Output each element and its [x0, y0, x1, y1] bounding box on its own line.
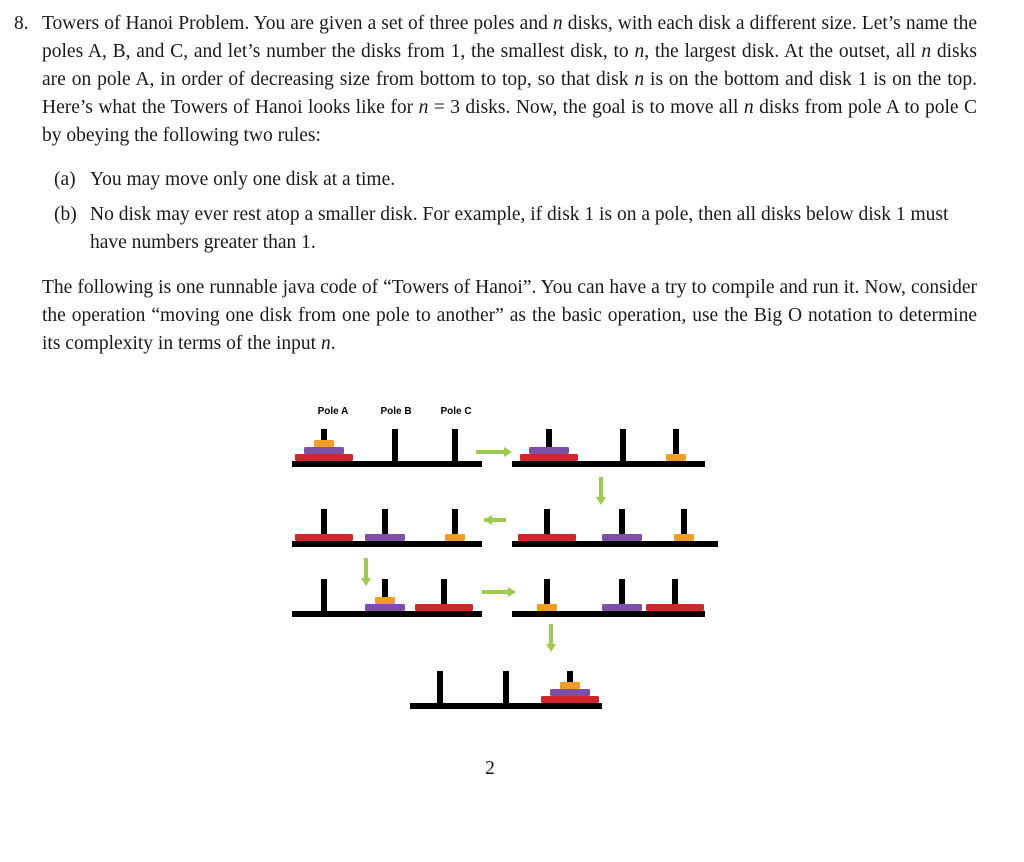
disk-2 — [602, 604, 642, 611]
intro-text: is on the bottom and disk 1 is on the top. Here’s what the Towers of Hanoi looks like for — [42, 69, 978, 118]
arrow-head — [361, 578, 371, 586]
disk-3 — [518, 534, 576, 541]
rule-label: (b) — [54, 204, 77, 225]
intro-text: disks, with each disk a different size. Let’s name the poles A, B, and C, and let’s number the disks from 1, the smallest disk, to — [42, 13, 977, 62]
arrow-shaft — [476, 450, 504, 454]
pole — [452, 429, 458, 461]
pole — [503, 671, 509, 703]
arrow-head — [546, 644, 556, 652]
arrow-shaft — [482, 590, 508, 594]
stage-base — [410, 703, 602, 709]
disk-3 — [520, 454, 578, 461]
pole-label-b: Pole B — [380, 406, 412, 417]
disk-3 — [415, 604, 473, 611]
stage-base — [292, 541, 482, 547]
arrow-shaft — [364, 558, 368, 578]
intro-text: , the largest disk. At the outset, all — [644, 41, 922, 62]
page-number: 2 — [485, 758, 495, 779]
var-n: n — [634, 41, 645, 62]
rule-label: (a) — [54, 169, 76, 190]
disk-3 — [541, 696, 599, 703]
pole — [620, 429, 626, 461]
task-text: The following is one runnable java code of “Towers of Hanoi”. You can have a try to compile and run it. Now, consider the operation “moving one disk from one pole to another” as the basic operation, use the Big O notation to determine its complexity in terms of the input — [42, 277, 977, 354]
arrow-head — [596, 497, 606, 505]
rule-text: No disk may ever rest atop a smaller disk. For example, if disk 1 is on a pole, then all disks below disk 1 must have numbers greater than 1. — [90, 204, 949, 253]
rule-text: You may move only one disk at a time. — [90, 169, 396, 190]
stage-base — [292, 611, 482, 617]
var-n: n — [320, 333, 331, 354]
disk-2 — [365, 534, 405, 541]
disk-1 — [537, 604, 557, 611]
var-n: n — [634, 69, 645, 90]
disk-1 — [560, 682, 580, 689]
disk-2 — [602, 534, 642, 541]
stage-base — [512, 541, 718, 547]
disk-1 — [445, 534, 465, 541]
var-n: n — [418, 97, 429, 118]
pole — [392, 429, 398, 461]
pole — [437, 671, 443, 703]
disk-3 — [295, 454, 353, 461]
disk-2 — [529, 447, 569, 454]
arrow-head — [504, 447, 512, 457]
problem-number: 8. — [14, 13, 29, 34]
pole-label-c: Pole C — [440, 406, 472, 417]
disk-3 — [295, 534, 353, 541]
disk-2 — [550, 689, 590, 696]
intro-text: = 3 disks. Now, the goal is to move all — [428, 97, 744, 118]
pole — [321, 579, 327, 611]
var-n: n — [552, 13, 563, 34]
intro-text: disks from pole A to pole C by obeying the following two rules: — [42, 97, 978, 146]
intro-text: Towers of Hanoi Problem. You are given a set of three poles and — [42, 13, 553, 34]
stage-base — [512, 461, 705, 467]
disk-2 — [304, 447, 344, 454]
task-text: . — [330, 333, 336, 354]
disk-2 — [365, 604, 405, 611]
disk-3 — [646, 604, 704, 611]
arrow-head — [508, 587, 516, 597]
arrow-shaft — [549, 624, 553, 644]
arrow-head — [484, 515, 492, 525]
stage-base — [292, 461, 482, 467]
stage-base — [512, 611, 705, 617]
disk-1 — [674, 534, 694, 541]
var-n: n — [921, 41, 932, 62]
disk-1 — [375, 597, 395, 604]
disk-1 — [314, 440, 334, 447]
var-n: n — [743, 97, 754, 118]
disk-1 — [666, 454, 686, 461]
arrow-shaft — [599, 477, 603, 497]
intro-text: disks are on pole A, in order of decreasing size from bottom to top, so that disk — [42, 41, 977, 90]
pole-label-a: Pole A — [317, 406, 349, 417]
